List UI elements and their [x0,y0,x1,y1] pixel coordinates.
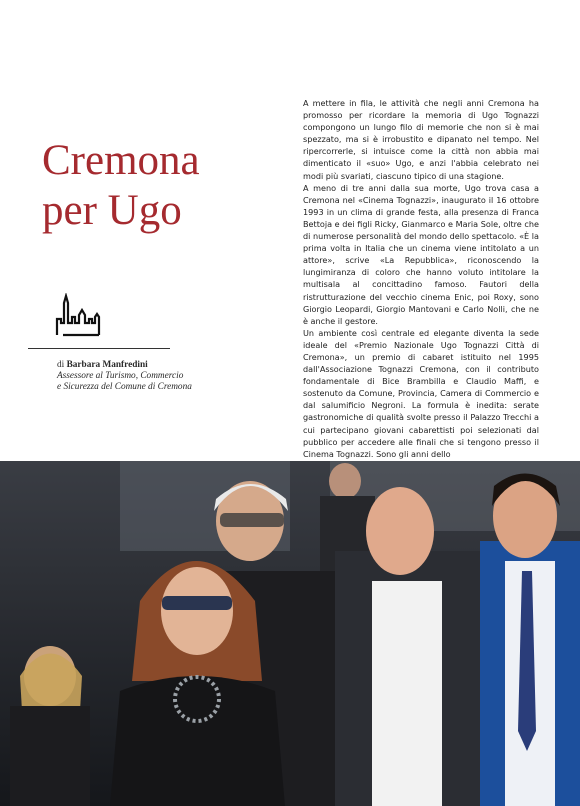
author-name: Barbara Manfredini [66,360,148,370]
paragraph-1: A mettere in fila, le attività che negli anni Cremona ha promosso per ricordare la memoria di Ugo Tognazzi compongono un lungo filo di memorie che non si è mai spezzato, ma si è irrobustito e dipanato nel tempo. Nel ripercorrerle, si intuisce come la città non abbia mai dimenticato il «suo» Ugo, e anzi l'abbia celebrato nei modi più svariati, ciascuno tipico di una stagione. [303,98,539,181]
title-line-1: Cremona [42,137,200,184]
author-role-line-2: e Sicurezza del Comune di Cremona [57,382,192,392]
byline [57,360,257,393]
title-line-2: per Ugo [42,187,182,234]
article-title [42,136,282,236]
paragraph-2: A meno di tre anni dalla sua morte, Ugo trova casa a Cremona nel «Cinema Tognazzi», inaugurato il 16 ottobre 1993 in un clima di grande festa, alla presenza di Franca Bettoja e dei figli Ricky, Gianmarco e Maria Sole, oltre che di numerose personalità del mondo dello spettacolo. «È la prima volta in Italia che un cinema viene intitolato a un attore», scrive «La Repubblica», riconoscendo la lungimiranza di coloro che hanno voluto intitolare la multisala al concittadino famoso. Fautori della ristrutturazione del vecchio cinema Enic, poi Roxy, sono Giorgio Leopardi, Giorgio Mantovani e Carlo Nolli, che ne è anche il gestore. [303,182,539,326]
paragraph-3: Un ambiente così centrale ed elegante diventa la sede ideale del «Premio Nazionale Ugo Tognazzi Città di Cremona», un premio di cabaret istituito nel 1995 dall'Associazione Tognazzi Cremona, con il contributo fondamentale di Bice Brambilla e Claudio Maffi, e sostenuto da Comune, Provincia, Camera di Commercio e dal salumificio Negroni. La formula è inedita: serate gastronomiche di qualità svolte presso il Palazzo Trecchi a cui partecipano giovani cabarettisti poi selezionati dal pubblico per accedere alle finali che si tengono presso il Cinema Tognazzi. Sono gli anni dello [303,327,539,459]
author-role-line-1: Assessore al Turismo, Commercio [57,371,184,381]
event-photo [0,461,580,806]
byline-divider [28,348,170,349]
cremona-skyline-icon [55,293,101,337]
byline-prefix: di [57,360,65,370]
article-body [303,97,539,460]
